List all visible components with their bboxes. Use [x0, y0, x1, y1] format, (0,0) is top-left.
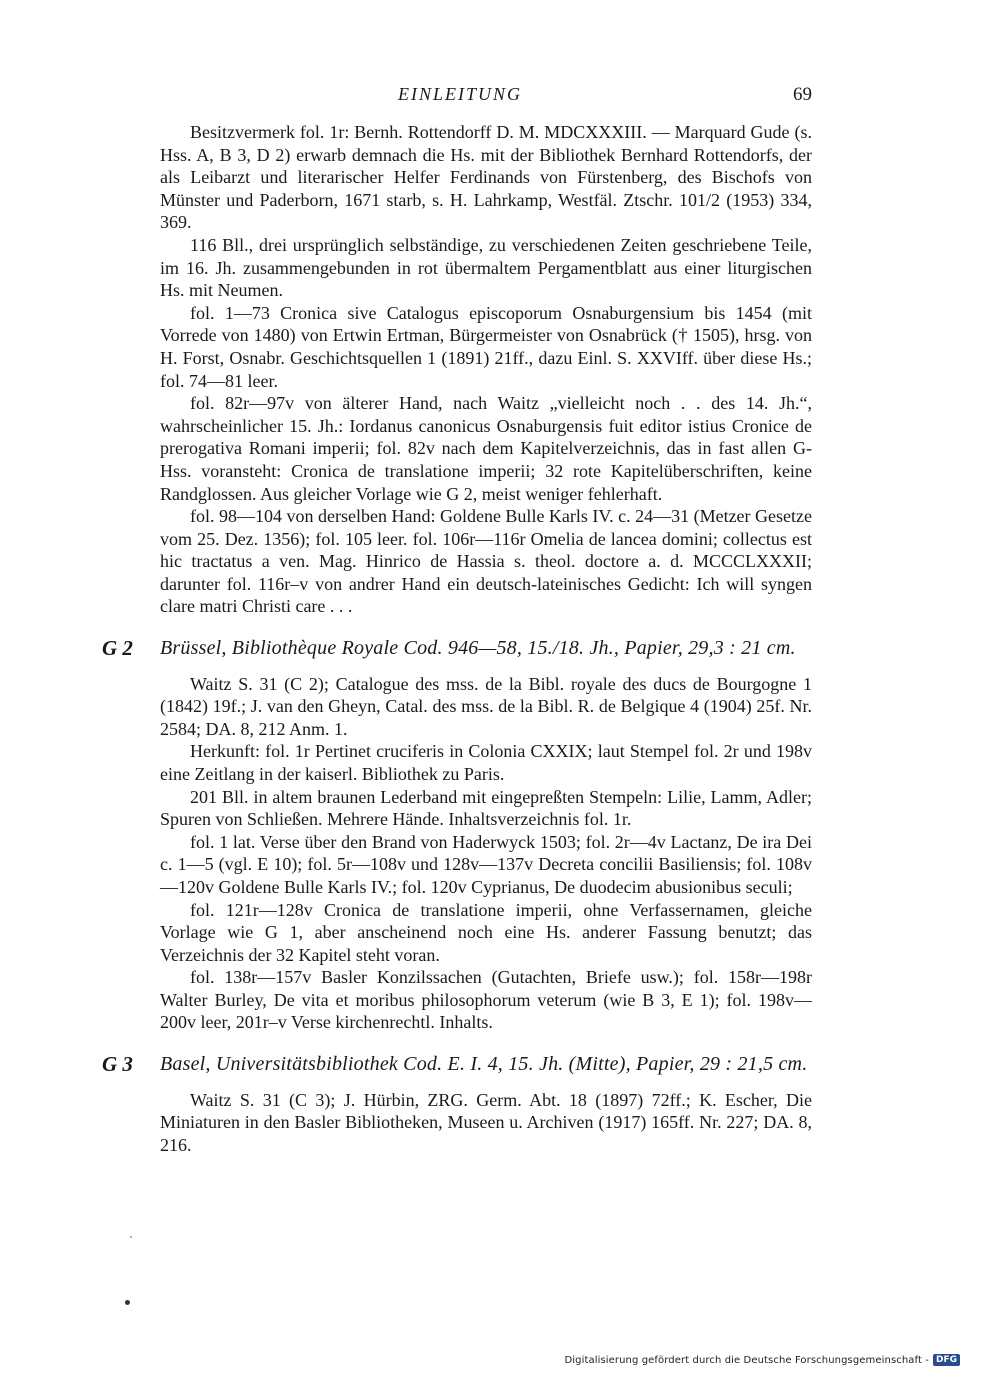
footer [564, 1354, 960, 1366]
margin-dot [125, 1300, 130, 1305]
page-body [102, 121, 813, 1156]
page-number: 69 [793, 84, 812, 105]
paragraph: 116 Bll., drei ursprünglich selbständige, zu verschiedenen Zeiten geschriebene Teile, im 16. Jh. zusammengebunden in rot übermaltem Pergamentblatt aus einer liturgischen Hs. mit Neumen. [160, 234, 812, 301]
margin-mark [130, 1236, 132, 1238]
paragraph: fol. 121r—128v Cronica de translatione imperii, ohne Verfassernamen, gleiche Vorlage wie G 1, aber anscheinend noch eine Hs. anderer Fassung benutzt; das Verzeichnis der 32 Kapitel steht voran. [160, 899, 812, 965]
paragraph: fol. 1—73 Cronica sive Catalogus episcoporum Osnaburgensium bis 1454 (mit Vorrede von 1480) von Ertwin Ertman, Bürgermeister von Osnabrück († 1505), hrsg. von H. Forst, Osnabr. Geschichtsquellen 1 (1891) 21ff., dazu Einl. S. XXVIff. über diese Hs.; fol. 74—81 leer. [160, 302, 812, 391]
entry-siglum: G 2 [102, 636, 133, 661]
dfg-logo-icon: DFG [933, 1354, 960, 1366]
page-header [160, 84, 812, 108]
paragraph: Waitz S. 31 (C 2); Catalogue des mss. de la Bibl. royale des ducs de Bourgogne 1 (1842) 19f.; J. van den Gheyn, Catal. des mss. de la Bibl. R. de Belgique 4 (1904) 25f. Nr. 2584; DA. 8, 212 Anm. 1. [160, 673, 812, 739]
entry-title: Brüssel, Bibliothèque Royale Cod. 946—58, 15./18. Jh., Papier, 29,3 : 21 cm. [160, 637, 796, 660]
paragraph: fol. 1 lat. Verse über den Brand von Haderwyck 1503; fol. 2r—4v Lactanz, De ira Dei c. 1—5 (vgl. E 10); fol. 5r—108v und 128v—137v Decreta concilii Basiliensis; fol. 108v—120v Goldene Bulle Karls IV.; fol. 120v Cyprianus, De duodecim abusionibus seculi; [160, 831, 812, 897]
paragraph: fol. 98—104 von derselben Hand: Goldene Bulle Karls IV. c. 24—31 (Metzer Gesetze vom 25. Dez. 1356); fol. 105 leer. fol. 106r—116r Omelia de lancea domini; collectus est hic tractatus a ven. Mag. Hinrico de Hassia s. theol. doctore a. d. MCCCLXXXII; darunter fol. 116r–v von andrer Hand ein deutsch-lateinisches Gedicht: Ich will syngen clare matri Christi care . . . [160, 506, 813, 617]
paragraph: Waitz S. 31 (C 3); J. Hürbin, ZRG. Germ. Abt. 18 (1897) 72ff.; K. Escher, Die Miniaturen in den Basler Bibliotheken, Museen u. Archiven (1917) 165ff. Nr. 227; DA. 8, 216. [160, 1089, 812, 1155]
footer-credit: Digitalisierung gefördert durch die Deutsche Forschungsgemeinschaft - [564, 1354, 929, 1366]
entry-title: Basel, Universitätsbibliothek Cod. E. I. 4, 15. Jh. (Mitte), Papier, 29 : 21,5 cm. [160, 1053, 808, 1076]
manuscript-entry-g2 [102, 636, 812, 1034]
entry-siglum: G 3 [102, 1052, 133, 1077]
paragraph: 201 Bll. in altem braunen Lederband mit eingepreßten Stempeln: Lilie, Lamm, Adler; Spuren von Schließen. Mehrere Hände. Inhaltsverzeichnis fol. 1r. [160, 786, 812, 830]
manuscript-entry-g3 [102, 1052, 812, 1156]
paragraph: Herkunft: fol. 1r Pertinet cruciferis in Colonia CXXIX; laut Stempel fol. 2r und 198v eine Zeitlang in der kaiserl. Bibliothek zu Paris. [160, 741, 812, 784]
paragraph: fol. 138r—157v Basler Konzilssachen (Gutachten, Briefe usw.); fol. 158r—198r Walter Burley, De vita et moribus philosophorum veterum (wie B 3, E 1); fol. 198v—200v leer, 201r–v Verse kirchenrechtl. Inhalts. [160, 967, 812, 1033]
running-head: EINLEITUNG [398, 84, 523, 104]
paragraph: Besitzvermerk fol. 1r: Bernh. Rottendorff D. M. MDCXXXIII. — Marquard Gude (s. Hss. A, B 3, D 2) erwarb demnach die Hs. mit der Bibliothek Bernhard Rottendorfs, der als Leibarzt und literarischer Helfer Ferdinands von Fürstenberg, des Bischofs von Münster und Paderborn, 1671 starb, s. H. Lahrkamp, Westfäl. Ztschr. 101/2 (1953) 334, 369. [160, 122, 812, 233]
paragraph: fol. 82r—97v von älterer Hand, nach Waitz „vielleicht noch . . des 14. Jh.“, wahrscheinlicher 15. Jh.: Iordanus canonicus Osnaburgensis fuit editor istius Cronice de prerogativa Romani imperii; fol. 82v nach dem Kapitelverzeichnis, das in fast allen G-Hss. voransteht: Cronica de translatione imperii; 32 rote Kapitelüberschriften, keine Randglossen. Aus gleicher Vorlage wie G 2, meist weniger fehlerhaft. [160, 393, 812, 504]
